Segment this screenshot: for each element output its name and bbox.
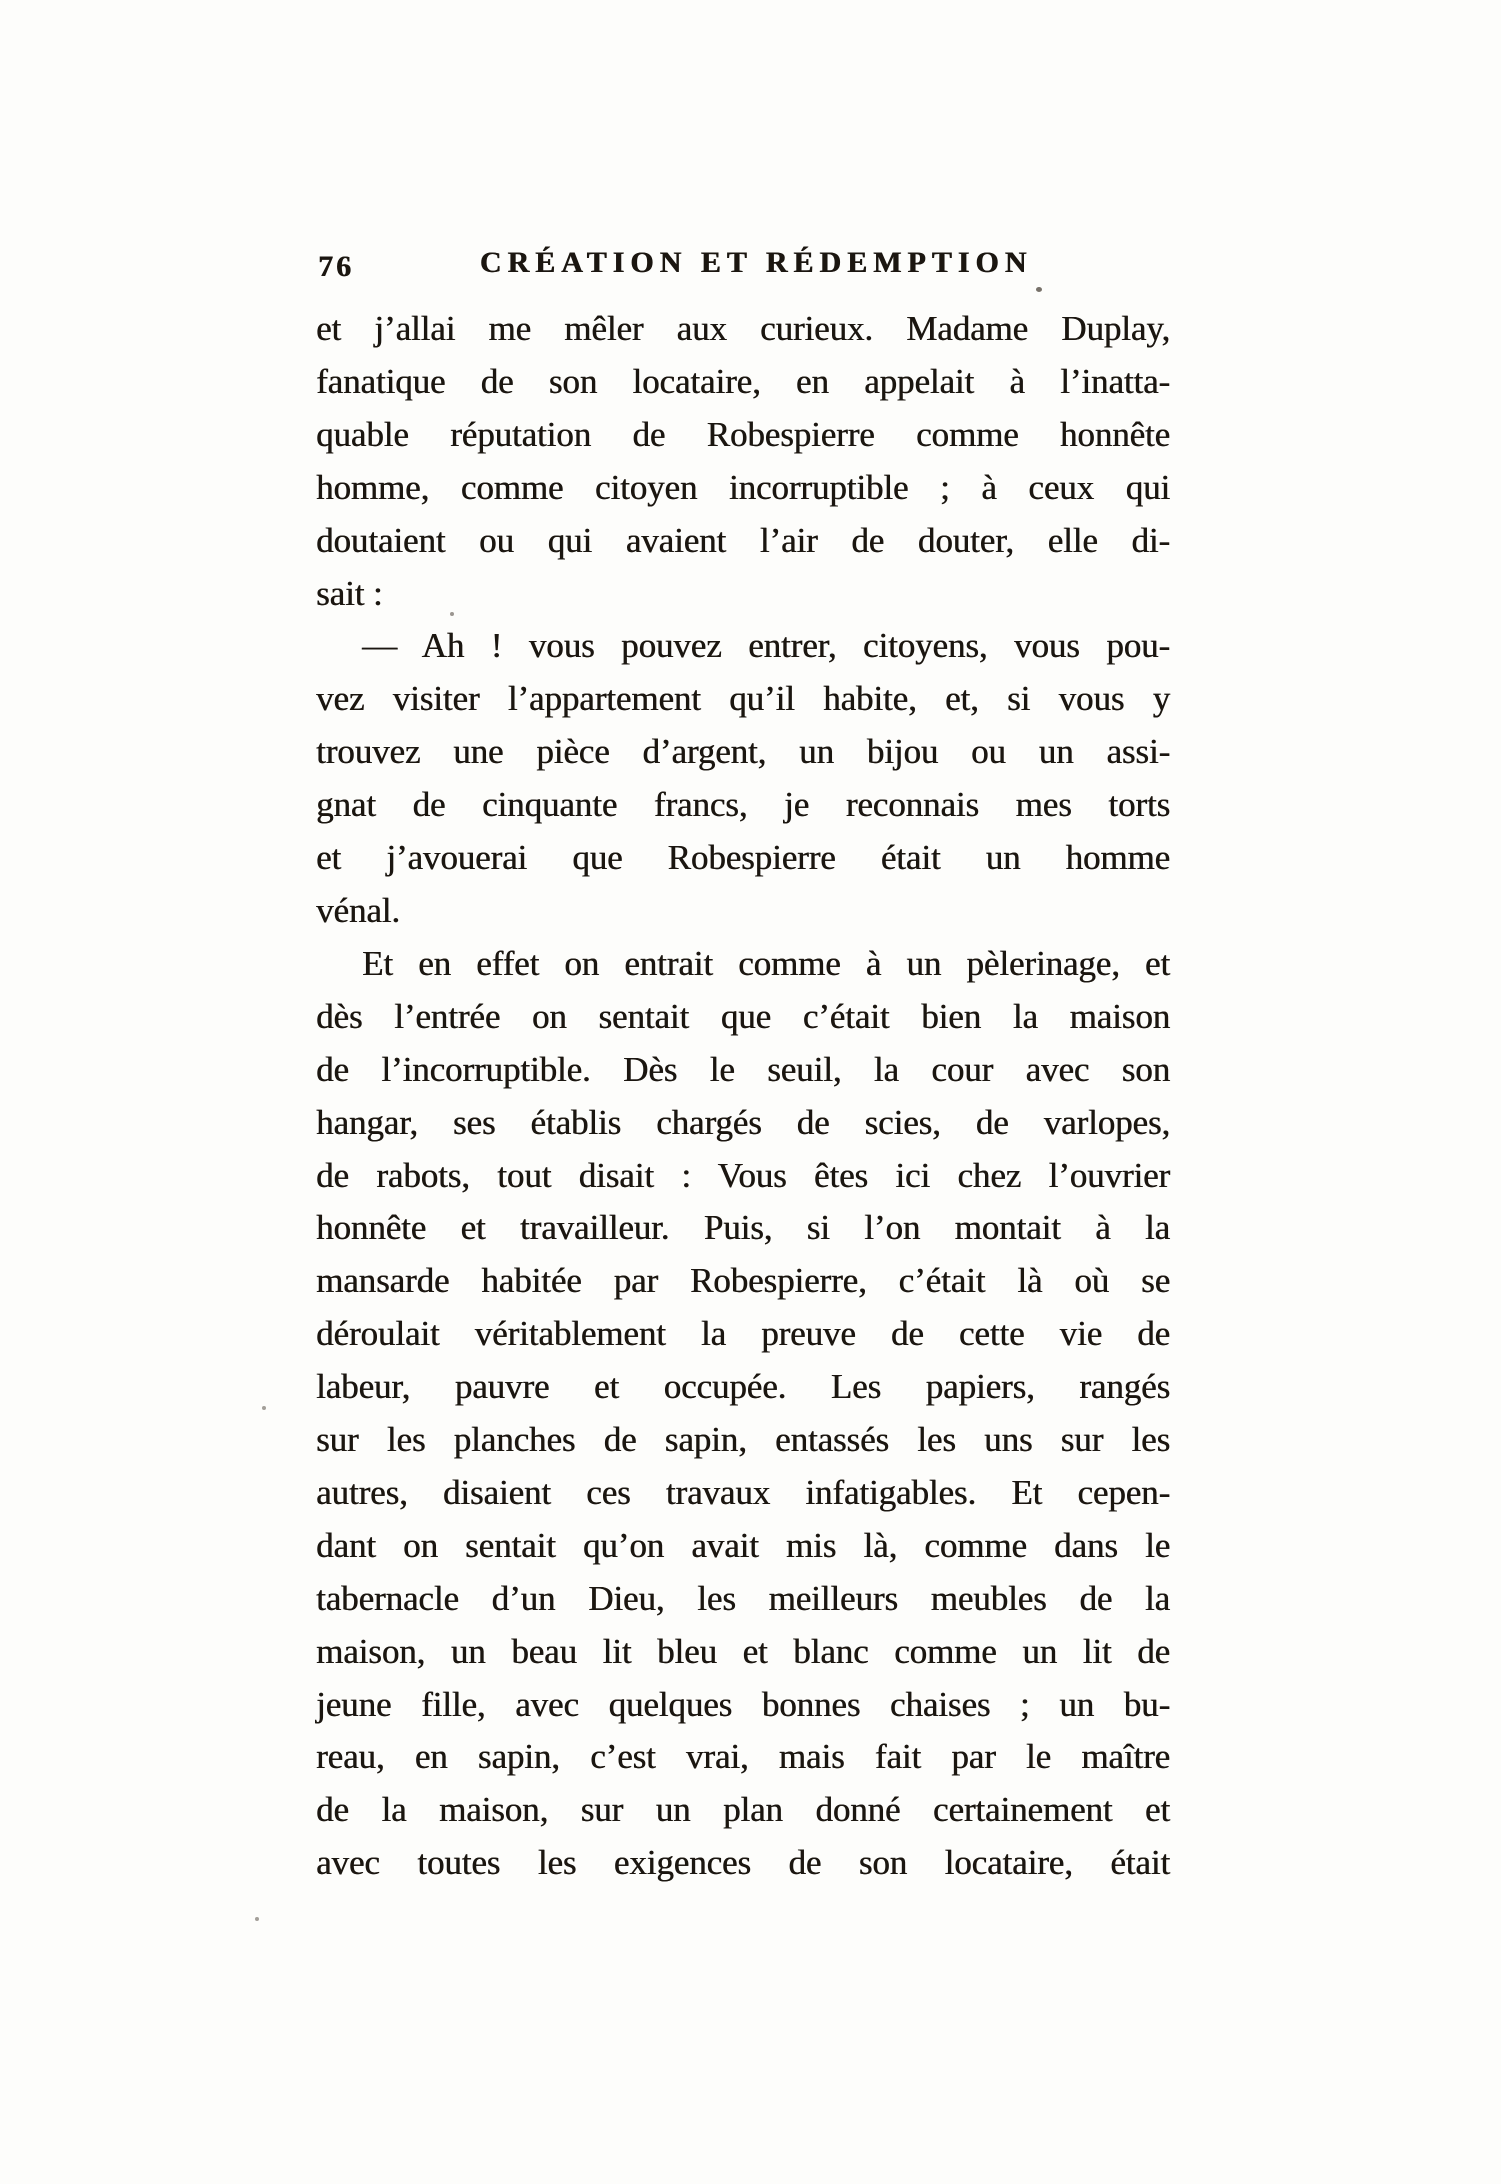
body-line: doutaient ou qui avaient l’air de douter, elle di- <box>316 520 1170 560</box>
body-line: quable réputation de Robespierre comme honnête <box>316 414 1170 454</box>
body-line: — Ah ! vous pouvez entrer, citoyens, vous pou- <box>362 626 1170 666</box>
ink-speck <box>262 1406 266 1410</box>
body-line: tabernacle d’un Dieu, les meilleurs meubles de la <box>316 1578 1170 1618</box>
body-line: de rabots, tout disait : Vous êtes ici chez l’ouvrier <box>316 1155 1170 1195</box>
body-line: mansarde habitée par Robespierre, c’était là où se <box>316 1261 1170 1301</box>
body-line: de l’incorruptible. Dès le seuil, la cour avec son <box>316 1049 1170 1089</box>
body-line: honnête et travailleur. Puis, si l’on montait à la <box>316 1208 1170 1248</box>
ink-speck <box>1036 287 1042 292</box>
body-line: autres, disaient ces travaux infatigables. Et cepen- <box>316 1472 1170 1512</box>
body-line: dant on sentait qu’on avait mis là, comme dans le <box>316 1525 1170 1565</box>
text-block <box>316 303 1170 1890</box>
body-line: déroulait véritablement la preuve de cette vie de <box>316 1314 1170 1354</box>
body-line: homme, comme citoyen incorruptible ; à ceux qui <box>316 467 1170 507</box>
body-line: avec toutes les exigences de son locataire, était <box>316 1843 1170 1883</box>
body-line: et j’allai me mêler aux curieux. Madame Duplay, <box>316 309 1170 348</box>
body-line: jeune fille, avec quelques bonnes chaises ; un bu- <box>316 1684 1170 1724</box>
body-line: Et en effet on entrait comme à un pèlerinage, et <box>362 943 1170 983</box>
body-line: vez visiter l’appartement qu’il habite, et, si vous y <box>316 679 1170 719</box>
page-number: 76 <box>318 250 354 283</box>
body-line: reau, en sapin, c’est vrai, mais fait par le maître <box>316 1737 1170 1777</box>
running-title: CRÉATION ET RÉDEMPTION <box>479 246 1033 279</box>
body-line: fanatique de son locataire, en appelait à l’inatta- <box>316 361 1170 401</box>
body-line: et j’avouerai que Robespierre était un homme <box>316 838 1170 878</box>
body-line: gnat de cinquante francs, je reconnais mes torts <box>316 785 1170 825</box>
body-line: vénal. <box>316 890 400 930</box>
body-line: sait : <box>316 573 383 613</box>
ink-speck <box>255 1917 259 1921</box>
body-line: dès l’entrée on sentait que c’était bien la maison <box>316 996 1170 1036</box>
ink-speck <box>450 612 454 616</box>
body-line: labeur, pauvre et occupée. Les papiers, rangés <box>316 1367 1170 1407</box>
body-line: maison, un beau lit bleu et blanc comme un lit de <box>316 1631 1170 1671</box>
page-header <box>316 246 1170 284</box>
body-line: trouvez une pièce d’argent, un bijou ou un assi- <box>316 732 1170 772</box>
body-line: de la maison, sur un plan donné certainement et <box>316 1790 1170 1830</box>
body-line: sur les planches de sapin, entassés les uns sur les <box>316 1420 1170 1460</box>
body-line: hangar, ses établis chargés de scies, de varlopes, <box>316 1102 1170 1142</box>
